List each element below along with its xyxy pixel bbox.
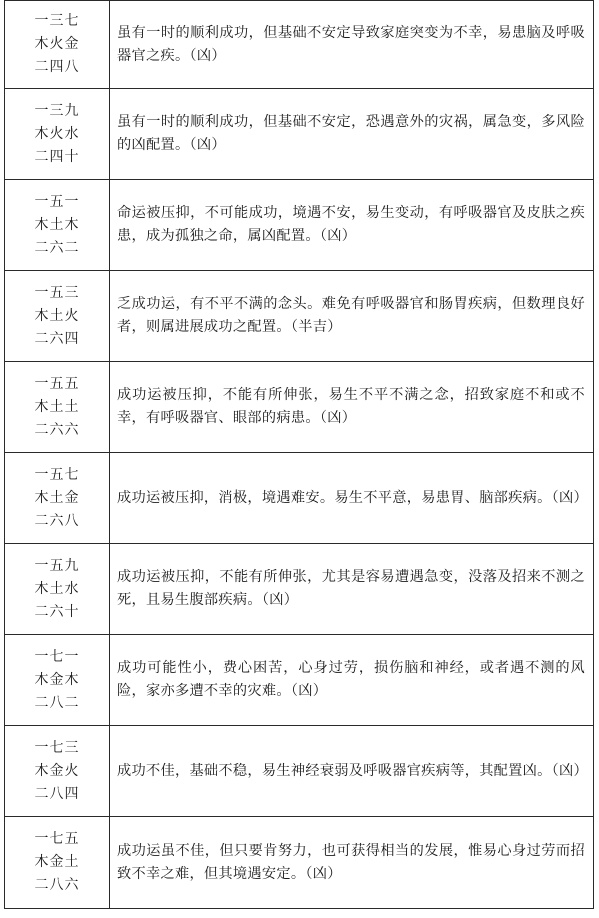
table-row (5, 89, 594, 180)
number-line: 二六六 (34, 421, 80, 438)
number-line: 一五一 (34, 193, 80, 210)
number-line: 二四十 (34, 148, 80, 165)
description-cell (110, 89, 594, 180)
table-row (5, 271, 594, 362)
table-row (5, 635, 594, 726)
description-text: 成功不佳，基础不稳，易生神经衰弱及呼吸器官疾病等，其配置凶。（凶） (117, 762, 588, 779)
number-combination-cell (5, 271, 110, 362)
table-row (5, 544, 594, 635)
number-line: 一三七 (34, 13, 80, 29)
description-text: 虽有一时的顺利成功，但基础不安定导致家庭突变为不幸，易患脑及呼吸器官之疾。（凶） (117, 24, 585, 64)
table-row (5, 180, 594, 271)
number-combination-cell (5, 1, 110, 89)
element-line: 木金土 (34, 854, 80, 870)
number-line: 一五三 (34, 284, 80, 301)
number-combination-cell (5, 362, 110, 453)
number-combination-cell (5, 89, 110, 180)
description-text: 成功运被压抑，消极，境遇难安。易生不平意，易患胃、脑部疾病。（凶） (117, 489, 588, 506)
number-line: 二八二 (34, 694, 80, 711)
number-combination-cell (5, 635, 110, 726)
number-combination-cell (5, 453, 110, 544)
element-line: 木火金 (34, 36, 80, 52)
number-line: 一五七 (34, 466, 80, 483)
number-line: 一三九 (34, 102, 80, 119)
number-line: 一七五 (34, 831, 80, 847)
description-text: 虽有一时的顺利成功，但基础不安定，恐遇意外的灾祸，属急变，多风险的凶配置。（凶） (117, 114, 585, 153)
description-cell (110, 453, 594, 544)
description-cell (110, 362, 594, 453)
element-line: 木土木 (34, 216, 80, 233)
description-text: 成功运虽不佳，但只要肯努力，也可获得相当的发展，惟易心身过劳而招致不幸之难，但其境遇安定。（凶） (117, 842, 585, 882)
element-line: 木土土 (34, 398, 80, 415)
number-line: 二八六 (34, 877, 80, 893)
number-line: 二六八 (34, 512, 80, 529)
table-row (5, 726, 594, 817)
element-line: 木土金 (34, 489, 80, 506)
description-cell (110, 635, 594, 726)
table-row (5, 362, 594, 453)
number-line: 一五五 (34, 375, 80, 392)
table-row (5, 453, 594, 544)
description-cell (110, 180, 594, 271)
table-row (5, 1, 594, 89)
number-line: 二八四 (34, 785, 80, 802)
element-line: 木金火 (34, 762, 80, 779)
description-text: 乏成功运，有不平不满的念头。难免有呼吸器官和肠胃疾病，但数理良好者，则属进展成功之配置。（半吉） (117, 296, 585, 335)
element-line: 木火水 (34, 125, 80, 142)
number-line: 一七三 (34, 739, 80, 756)
element-line: 木土水 (34, 580, 80, 597)
description-text: 成功运被压抑，不能有所伸张，易生不平不满之念，招致家庭不和或不幸，有呼吸器官、眼部的病患。（凶） (117, 387, 585, 426)
number-line: 一五九 (34, 557, 80, 574)
description-cell (110, 726, 594, 817)
description-text: 命运被压抑，不可能成功，境遇不安，易生变动，有呼吸器官及皮肤之疾患，成为孤独之命，属凶配置。（凶） (117, 205, 585, 244)
number-line: 二六二 (34, 239, 80, 256)
number-combination-cell (5, 544, 110, 635)
description-cell (110, 1, 594, 89)
description-text: 成功运被压抑，不能有所伸张，尤其是容易遭遇急变，没落及招来不测之死，且易生腹部疾病。（凶） (117, 569, 585, 608)
element-line: 木金木 (34, 671, 80, 688)
description-text: 成功可能性小，费心困苦，心身过劳，损伤脑和神经，或者遇不测的风险，家亦多遭不幸的灾难。（凶） (117, 660, 585, 699)
description-cell (110, 544, 594, 635)
description-cell (110, 271, 594, 362)
table-row (5, 817, 594, 909)
number-line: 二六四 (34, 330, 80, 347)
element-line: 木土火 (34, 307, 80, 324)
number-line: 二六十 (34, 603, 80, 620)
number-combination-cell (5, 180, 110, 271)
number-combination-cell (5, 726, 110, 817)
number-combination-cell (5, 817, 110, 909)
number-line: 一七一 (34, 648, 80, 665)
number-line: 二四八 (34, 59, 80, 75)
description-cell (110, 817, 594, 909)
fortune-table (4, 0, 594, 909)
